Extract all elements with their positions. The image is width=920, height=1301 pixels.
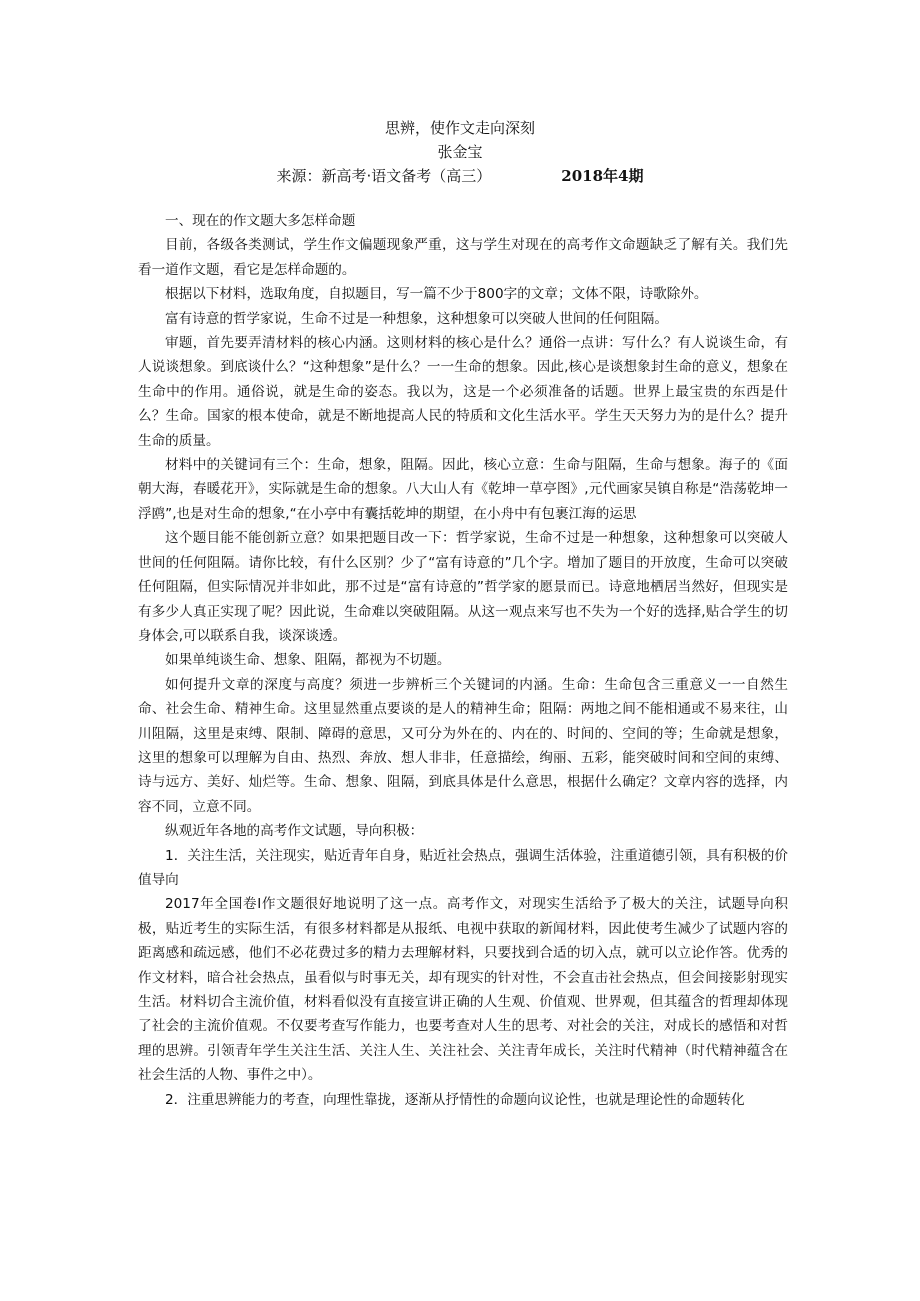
paragraph: 如果单纯谈生命、想象、阻隔，都视为不切题。 [165,652,451,669]
paragraph: 根据以下材料，选取角度，自拟题目，写一篇不少于800字的文章；文体不限，诗歌除外。 [165,286,708,303]
article-body [138,209,788,1112]
paragraph: 审题，首先要弄清材料的核心内涵。这则材料的核心是什么？通俗一点讲：写什么？有人说谈生命，有人说谈想象。到底谈什么？“这种想象”是什么？一一生命的想象。因此,核心是谈想象封生命的意义，想象在生命中的作用。通俗说，就是生命的姿态。我以为，这是一个必须准备的话题。世界上最宝贵的东西是什么？生命。国家的根本使命，就是不断地提高人民的特质和文化生活水平。学生天天努力为的是什么？提升生命的质量。 [138,335,788,449]
article-title: 思辨，使作文走向深刻 [384,119,535,137]
list-item: 1．关注生活，关注现实，贴近青年自身，贴近社会热点，强调生活体验，注重道德引领，具有积极的价值导向 [138,847,788,888]
paragraph: 富有诗意的哲学家说，生命不过是一种想象，这种想象可以突破人世间的任何阻隔。 [165,310,668,327]
article-author: 张金宝 [437,143,483,161]
article-source: 来源：新高考·语文备考（高三） [276,167,492,185]
paragraph: 这个题目能不能创新立意？如果把题目改一下：哲学家说，生命不过是一种想象，这种想象可以突破人世间的任何阻隔。请你比较，有什么区别？少了“富有诗意的”几个字。增加了题目的开放度，生命可以突破任何阻隔，但实际情况并非如此，那不过是“富有诗意的”哲学家的愿景而已。诗意地栖居当然好，但现实是有多少人真正实现了呢？因此说，生命难以突破阻隔。从这一观点来写也不失为一个好的选择,贴合学生的切身体会,可以联系自我，谈深谈透。 [138,530,788,644]
article-source-line [0,166,920,186]
article-issue: 2018年4期 [561,167,644,185]
paragraph: 纵观近年各地的高考作文试题，导向积极： [165,823,424,840]
list-item: 2．注重思辨能力的考查，向理性靠拢，逐渐从抒情性的命题向议论性，也就是理论性的命题转化 [165,1091,745,1108]
paragraph: 如何提升文章的深度与高度？须进一步辨析三个关键词的内涵。生命：生命包含三重意义一一自然生命、社会生命、精神生命。这里显然重点要谈的是人的精神生命；阻隔：两地之间不能相通或不易来往，山川阻隔，这里是束缚、限制、障碍的意思，又可分为外在的、内在的、时间的、空间的等；生命就是想象，这里的想象可以理解为自由、热烈、奔放、想人非非，任意描绘，绚丽、五彩，能突破时间和空间的束缚、诗与远方、美好、灿烂等。生命、想象、阻隔，到底具体是什么意思，根据什么确定？文章内容的选择，内容不同，立意不同。 [138,676,788,815]
paragraph: 材料中的关键词有三个：生命，想象，阻隔。因此，核心立意：生命与阻隔，生命与想象。海子的《面朝大海，春暖花开》，实际就是生命的想象。八大山人有《乾坤一草亭图》,元代画家吴镇自称是“浩荡乾坤一浮鸥”,也是对生命的想象,“在小亭中有囊括乾坤的期望，在小舟中有包裹江海的运思 [138,457,788,522]
paragraph: 2017年全国卷Ⅰ作文题很好地说明了这一点。高考作文，对现实生活给予了极大的关注，试题导向积极，贴近考生的实际生活，有很多材料都是从报纸、电视中获取的新闻材料，因此使考生减少了试题内容的距离感和疏远感，他们不必花费过多的精力去理解材料，只要找到合适的切入点，就可以立论作答。优秀的作文材料，暗合社会热点，虽看似与时事无关，却有现实的针对性，不会直击社会热点，但会间接影射现实生活。材料切合主流价值，材料看似没有直接宣讲正确的人生观、价值观、世界观，但其蕴含的哲理却体现了社会的主流价值观。不仅要考查写作能力，也要考查对人生的思考、对社会的关注，对成长的感悟和对哲理的思辨。引领青年学生关注生活、关注人生、关注社会、关注青年成长，关注时代精神（时代精神蕴含在社会生活的人物、事件之中）。 [138,896,788,1084]
section-heading: 一、现在的作文题大多怎样命题 [165,213,356,229]
paragraph: 目前，各级各类测试，学生作文偏题现象严重，这与学生对现在的高考作文命题缺乏了解有关。我们先看一道作文题，看它是怎样命题的。 [138,237,788,278]
